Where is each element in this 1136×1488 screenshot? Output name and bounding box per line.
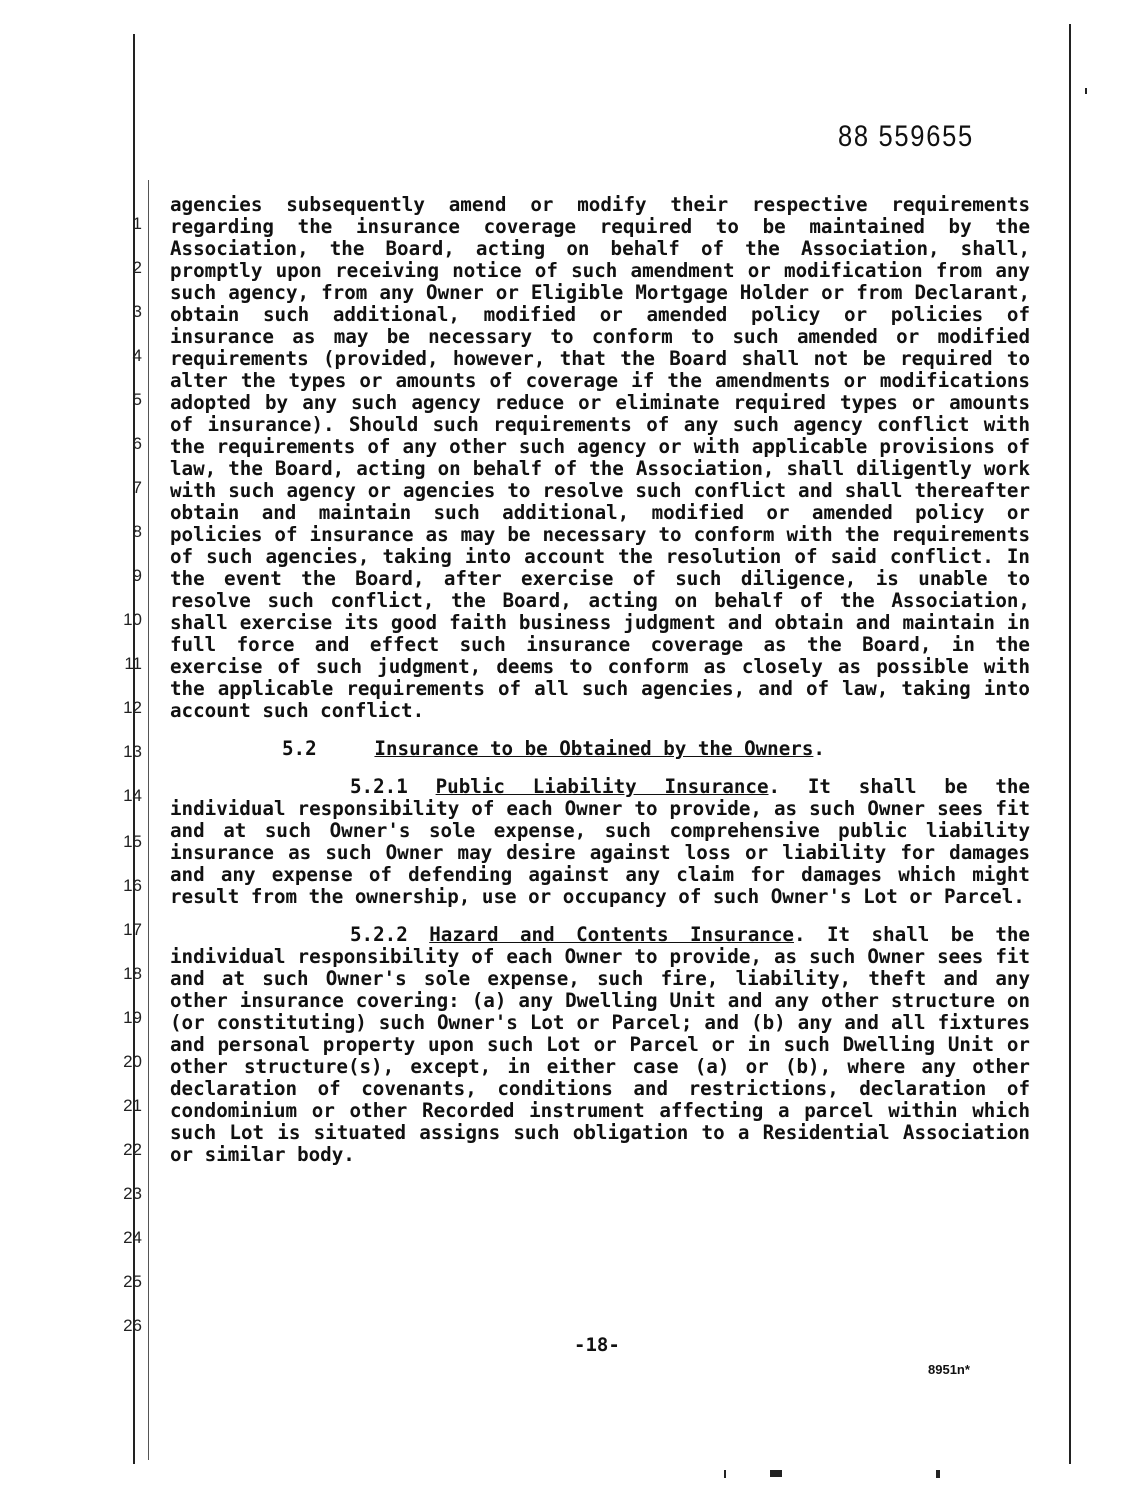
line-number: 2 [132, 258, 142, 277]
section-heading [170, 738, 1030, 760]
line-number: 16 [123, 876, 142, 895]
line-number: 14 [123, 786, 142, 805]
subsection-number: 5.2.1 [350, 775, 408, 798]
line-number: 17 [123, 920, 142, 939]
scan-mark [936, 1470, 940, 1478]
subsection-public-liability [170, 776, 1030, 908]
line-number: 10 [123, 610, 142, 629]
line-number: 23 [123, 1184, 142, 1203]
right-margin-rule [1069, 24, 1071, 1464]
line-number: 4 [132, 346, 142, 365]
section-title-end: . [813, 737, 825, 760]
line-number: 8 [132, 522, 142, 541]
line-number: 6 [132, 434, 142, 453]
line-number: 24 [123, 1228, 142, 1247]
line-number: 1 [132, 214, 142, 233]
line-number: 22 [123, 1140, 142, 1159]
continuation-paragraph: agencies subsequently amend or modify their respective requirements regarding the insurance coverage required to be maintained by the Association, the Board, acting on behalf of the Association, shall, promptly upon receiving notice of such amendment or modification from any such agency, from any Owner or Eligible Mortgage Holder or from Declarant, obtain such additional, modified or amended policy or policies of insurance as may be necessary to conform to such amended or modified requirements (provided, however, that the Board shall not be required to alter the types or amounts of coverage if the amendments or modifications adopted by any such agency reduce or eliminate required types or amounts of insurance). Should such requirements of any such agency conflict with the requirements of any other such agency or with applicable provisions of law, the Board, acting on behalf of the Association, shall diligently work with such agency or agencies to resolve such conflict and shall thereafter obtain and maintain such additional, modified or amended policy or policies of insurance as may be necessary to conform with the requirements of such agencies, taking into account the resolution of said conflict. In the event the Board, after exercise of such diligence, is unable to resolve such conflict, the Board, acting on behalf of the Association, shall exercise its good faith business judgment and obtain and maintain in full force and effect such insurance coverage as the Board, in the exercise of such judgment, deems to conform as closely as possible with the applicable requirements of all such agencies, and of law, taking into account such conflict. [170, 193, 1030, 722]
subsection-hazard-contents [170, 924, 1030, 1166]
left-margin-rule-inner [148, 180, 149, 1460]
line-number: 19 [123, 1008, 142, 1027]
scan-mark [724, 1470, 726, 1478]
line-number: 18 [123, 964, 142, 983]
scan-mark [1085, 88, 1087, 94]
document-code: 8951n* [928, 1362, 970, 1377]
subsection-title: Hazard and Contents Insurance [429, 923, 794, 946]
line-number: 25 [123, 1272, 142, 1291]
subsection-body: . It shall be the individual responsibility of each Owner to provide, as such Owner sees fit and at such Owner's sole expense, such fire, liability, theft and any other insurance covering: (a) any Dwelling Unit and any other structure on (or constituting) such Owner's Lot or Parcel; and (b) any and all fixtures and personal property upon such Lot or Parcel or in such Dwelling Unit or other structure(s), except, in either case (a) or (b), where any other declaration of covenants, conditions and restrictions, declaration of condominium or other Recorded instrument affecting a parcel within which such Lot is situated assigns such obligation to a Residential Association or similar body. [170, 923, 1030, 1166]
document-body [170, 194, 1030, 1166]
document-number: 88 559655 [838, 120, 974, 153]
line-number: 21 [123, 1096, 142, 1115]
line-number: 15 [123, 832, 142, 851]
line-number: 26 [123, 1316, 142, 1335]
line-number: 20 [123, 1052, 142, 1071]
subsection-title: Public Liability Insurance [435, 775, 769, 798]
section-title: Insurance to be Obtained by the Owners [374, 737, 814, 760]
line-number: 11 [124, 654, 142, 673]
section-number: 5.2 [282, 737, 317, 760]
subsection-number: 5.2.2 [350, 923, 408, 946]
page-number: -18- [574, 1334, 620, 1356]
line-number: 7 [132, 478, 142, 497]
scan-mark [770, 1470, 782, 1477]
subsection-body: . It shall be the individual responsibility of each Owner to provide, as such Owner sees fit and at such Owner's sole expense, such comprehensive public liability insurance as such Owner may desire against loss or liability for damages and any expense of defending against any claim for damages which might result from the ownership, use or occupancy of such Owner's Lot or Parcel. [170, 775, 1030, 908]
line-number: 9 [132, 566, 142, 585]
line-number: 13 [123, 742, 142, 761]
line-number: 5 [132, 390, 142, 409]
line-number: 3 [132, 302, 142, 321]
line-number: 12 [123, 698, 142, 717]
